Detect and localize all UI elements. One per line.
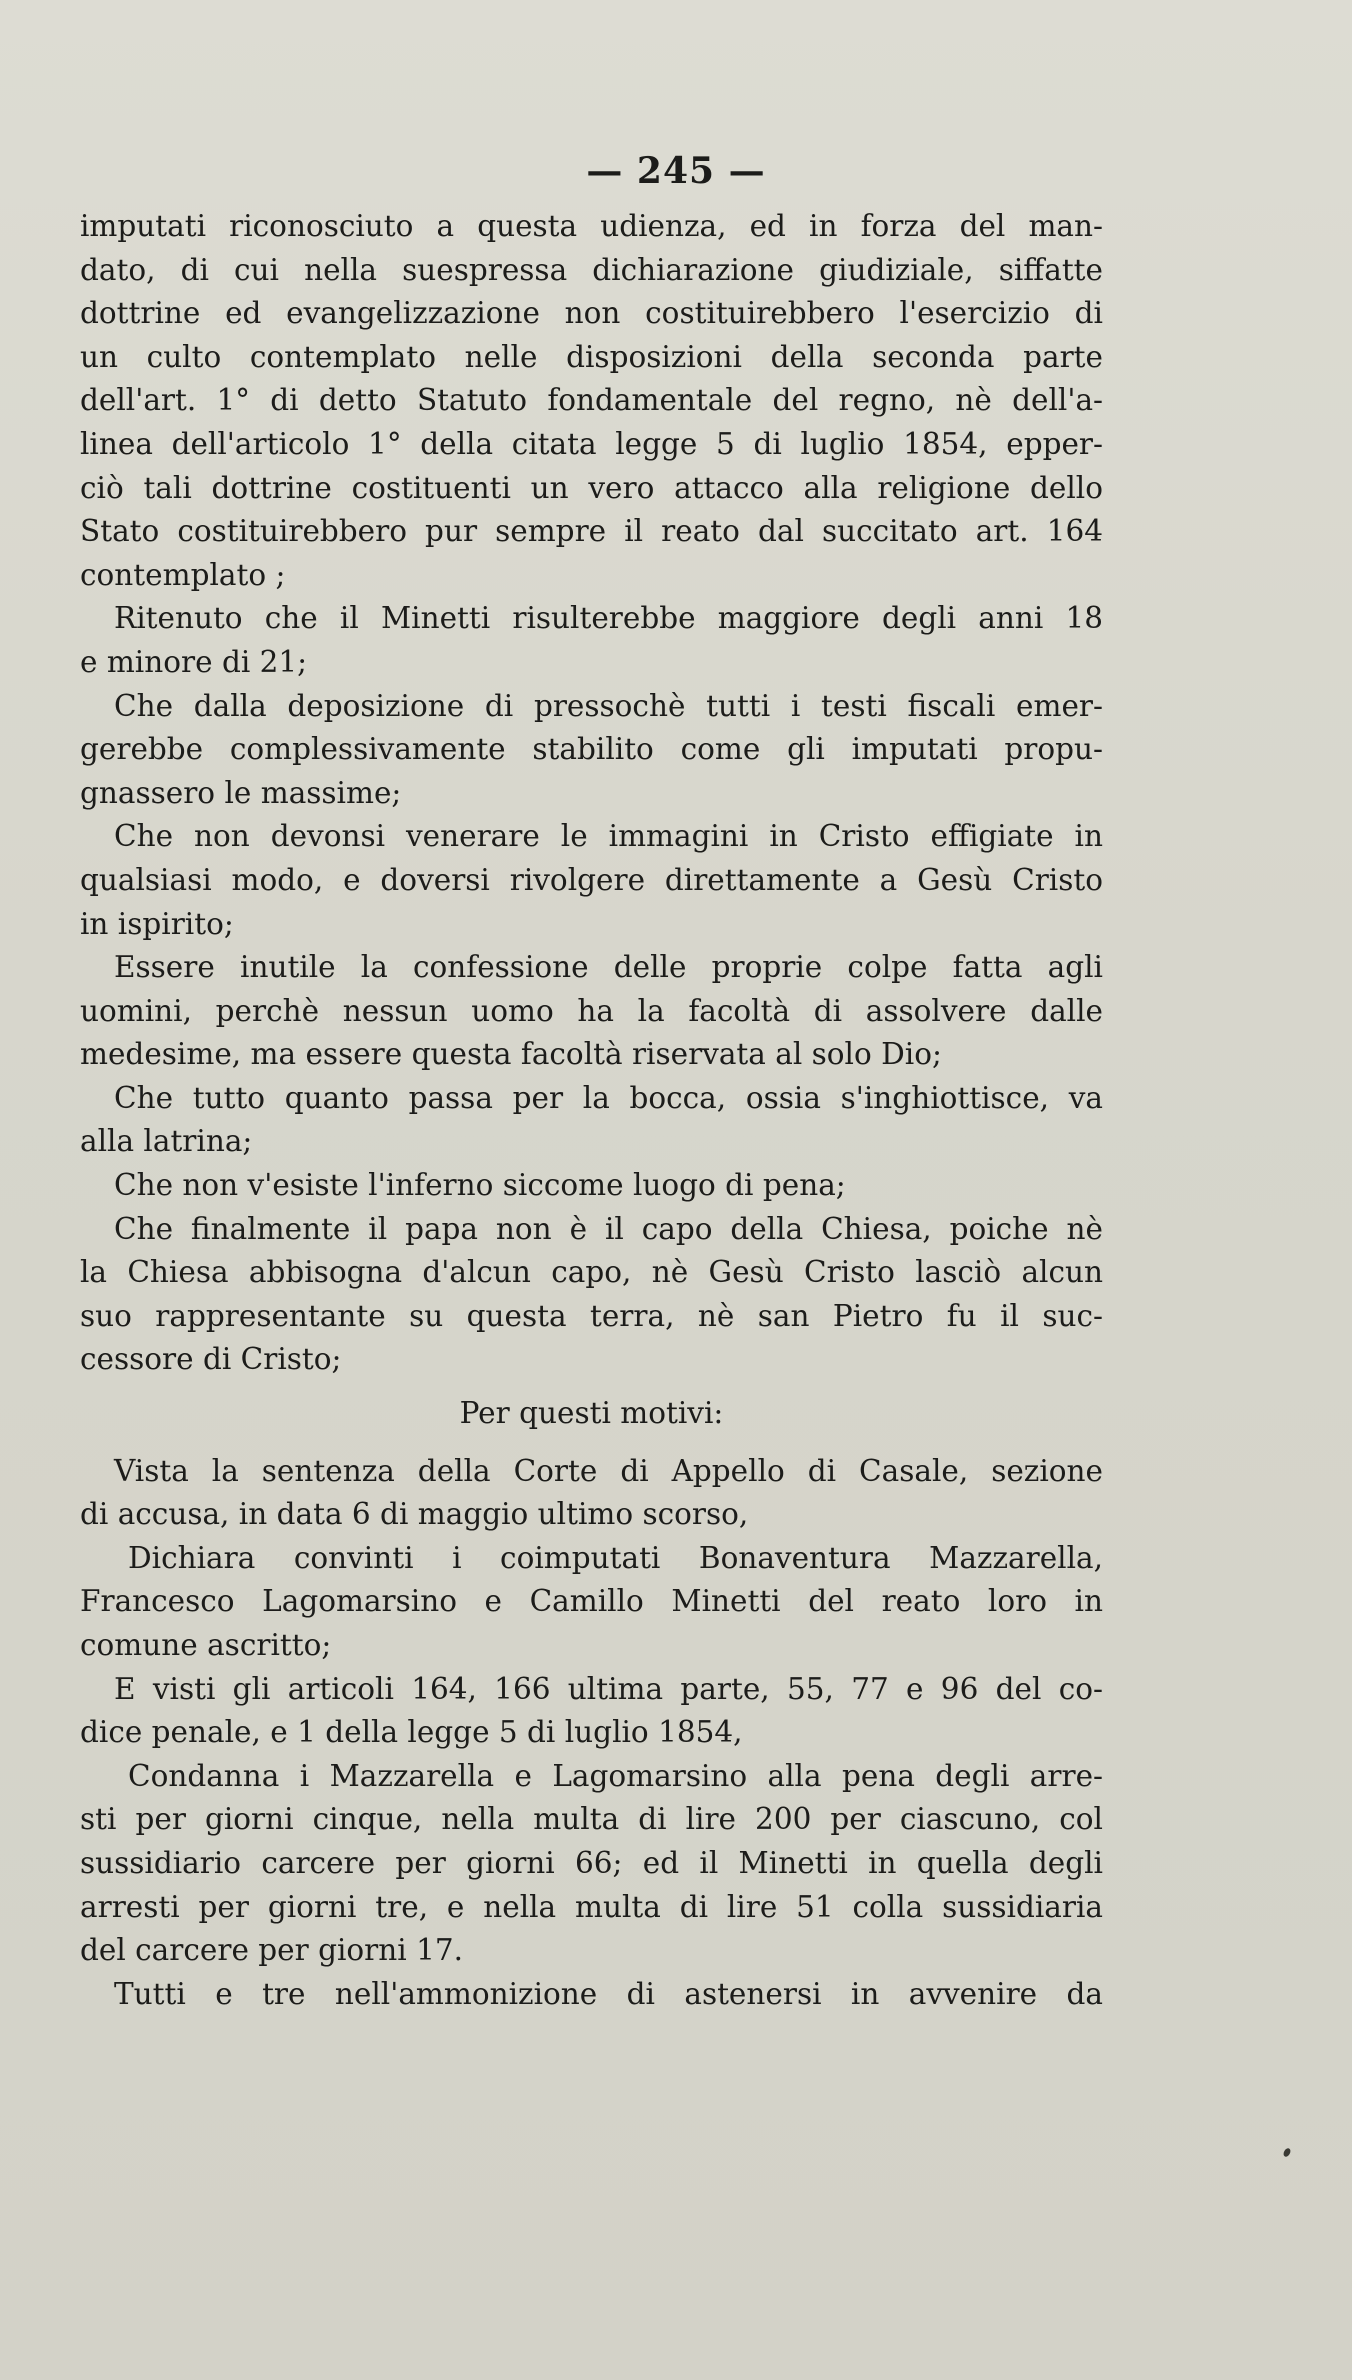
text-line: Tutti e tre nell'ammonizione di astenersi in avvenire da xyxy=(114,1976,1103,2011)
text-line: Condanna i Mazzarella e Lagomarsino alla pena degli arre- xyxy=(128,1758,1103,1793)
text-line: gnassero le massime; xyxy=(80,775,402,810)
text-line: di accusa, in data 6 di maggio ultimo scorso, xyxy=(80,1497,749,1532)
text-line: ciò tali dottrine costituenti un vero attacco alla religione dello xyxy=(80,470,1103,505)
text-line: E visti gli articoli 164, 166 ultima parte, 55, 77 e 96 del co- xyxy=(114,1671,1103,1706)
text-line: sti per giorni cinque, nella multa di lire 200 per ciascuno, col xyxy=(80,1802,1103,1837)
text-line: gerebbe complessivamente stabilito come gli imputati propu- xyxy=(80,732,1103,767)
text-line: dice penale, e 1 della legge 5 di luglio 1854, xyxy=(80,1715,743,1750)
text-line: arresti per giorni tre, e nella multa di lire 51 colla sussidiaria xyxy=(80,1889,1103,1924)
text-line: Stato costituirebbero pur sempre il reato dal succitato art. 164 xyxy=(80,514,1103,549)
text-line: dell'art. 1° di detto Statuto fondamentale del regno, nè dell'a- xyxy=(80,383,1103,418)
text-line: dato, di cui nella suespressa dichiarazione giudiziale, siffatte xyxy=(80,252,1103,287)
text-line: Vista la sentenza della Corte di Appello di Casale, sezione xyxy=(114,1453,1103,1488)
text-line: comune ascritto; xyxy=(80,1628,332,1662)
text-line: e minore di 21; xyxy=(80,644,308,679)
text-line: Che non v'esiste l'inferno siccome luogo di pena; xyxy=(114,1168,846,1203)
text-line: linea dell'articolo 1° della citata legge 5 di luglio 1854, epper- xyxy=(80,426,1103,461)
text-line: Francesco Lagomarsino e Camillo Minetti del reato loro in xyxy=(80,1584,1103,1619)
text-line: la Chiesa abbisogna d'alcun capo, nè Gesù Cristo lasciò alcun xyxy=(80,1255,1103,1290)
text-line: alla latrina; xyxy=(80,1124,253,1159)
text-line: imputati riconosciuto a questa udienza, ed in forza del man‑ xyxy=(80,209,1103,243)
text-line: suo rappresentante su questa terra, nè san Pietro fu il suc- xyxy=(80,1298,1103,1333)
page-number: — 245 — xyxy=(586,150,766,192)
text-line: Essere inutile la confessione delle proprie colpe fatta agli xyxy=(114,950,1103,985)
text-line: Che non devonsi venerare le immagini in Cristo effigiate in xyxy=(114,819,1103,854)
text-line: del carcere per giorni 17. xyxy=(80,1933,464,1968)
text-line: medesime, ma essere questa facoltà riservata al solo Dio; xyxy=(80,1037,942,1072)
text-line: qualsiasi modo, e doversi rivolgere direttamente a Gesù Cristo xyxy=(80,862,1103,897)
text-line: Per questi motivi: xyxy=(459,1396,724,1431)
text-line: Che tutto quanto passa per la bocca, ossia s'inghiottisce, va xyxy=(114,1080,1103,1115)
ink-speck xyxy=(1282,2147,1292,2158)
text-line: contemplato ; xyxy=(80,557,286,592)
text-line: sussidiario carcere per giorni 66; ed il Minetti in quella degli xyxy=(80,1845,1103,1880)
text-line: Dichiara convinti i coimputati Bonaventura Mazzarella, xyxy=(128,1540,1103,1575)
text-line: Che dalla deposizione di pressochè tutti i testi fiscali emer- xyxy=(114,688,1103,723)
text-line: Ritenuto che il Minetti risulterebbe maggiore degli anni 18 xyxy=(114,601,1103,636)
text-line: un culto contemplato nelle disposizioni della seconda parte xyxy=(80,339,1103,374)
text-line: dottrine ed evangelizzazione non costituirebbero l'esercizio di xyxy=(80,296,1103,331)
text-line: in ispirito; xyxy=(80,906,234,941)
body-text xyxy=(80,205,1103,2016)
text-line: Che finalmente il papa non è il capo della Chiesa, poiche nè xyxy=(114,1211,1103,1246)
text-line: cessore di Cristo; xyxy=(80,1342,342,1377)
text-line: uomini, perchè nessun uomo ha la facoltà di assolvere dalle xyxy=(80,993,1103,1028)
